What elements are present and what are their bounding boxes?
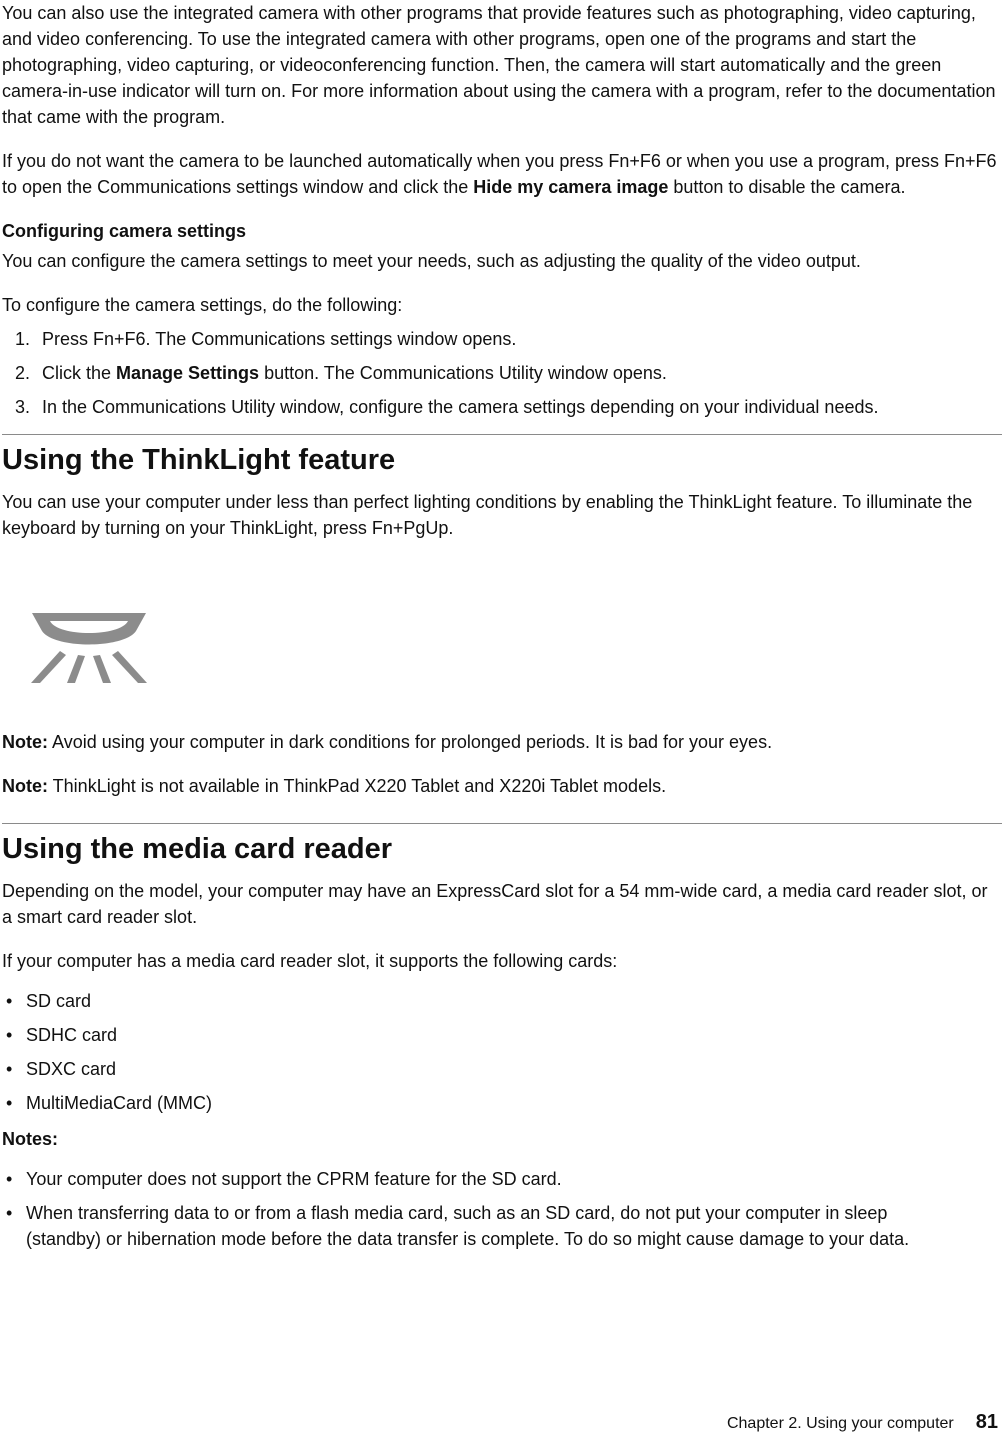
notes-list: [2, 1166, 1002, 1252]
section-divider: [2, 823, 1002, 824]
thinklight-ray: [93, 655, 111, 683]
camera-settings-steps: [2, 326, 1002, 420]
step-item: [2, 326, 1002, 352]
note-text: When transferring data to or from a flash media card, such as an SD card, do not put your computer in sleep (standby) or hibernation mode before the data transfer is complete. To do so might cause damage to your data.: [26, 1203, 910, 1249]
notes-label: Notes:: [2, 1129, 59, 1149]
thinklight-note-1: [2, 729, 1002, 755]
thinklight-heading: Using the ThinkLight feature: [2, 444, 396, 476]
thinklight-icon-area: [2, 559, 1002, 729]
list-item: [2, 1056, 1002, 1082]
media-card-paragraph-1: Depending on the model, your computer may have an ExpressCard slot for a 54 mm-wide card, a media card reader slot, or a smart card reader slot.: [2, 881, 988, 927]
intro-paragraph-2: [2, 148, 1002, 200]
step-text: In the Communications Utility window, configure the camera settings depending on your individual needs.: [42, 397, 879, 417]
note-text: Your computer does not support the CPRM feature for the SD card.: [26, 1169, 562, 1189]
list-item: [2, 1166, 1002, 1192]
camera-settings-paragraph-1: You can configure the camera settings to meet your needs, such as adjusting the quality of the video output.: [2, 251, 861, 271]
thinklight-ray: [31, 651, 66, 683]
page-number: 81: [975, 1411, 998, 1433]
bullet: •: [6, 991, 13, 1011]
thinklight-ray: [112, 651, 147, 683]
chapter-label: Chapter 2. Using your computer: [726, 1415, 954, 1432]
intro-paragraph-1: You can also use the integrated camera with other programs that provide features such as photographing, video capturing, and video conferencing. To use the integrated camera with other programs, open one of the programs and start the photographing, video capturing, or videoconferencing function. Then, the camera will start automatically and the green camera-in-use indicator will turn on. For more information about using the camera with a program, refer to the documentation that came with the program.: [2, 3, 996, 127]
bullet: •: [6, 1059, 13, 1079]
intro-p2-after: button to disable the camera.: [668, 177, 906, 197]
step-item: [2, 360, 1002, 386]
list-item: [2, 1090, 1002, 1116]
bullet: •: [6, 1093, 13, 1113]
thinklight-icon: [28, 611, 150, 685]
card-name: MultiMediaCard (MMC): [26, 1093, 213, 1113]
bullet: •: [6, 1025, 13, 1045]
section-divider: [2, 434, 1002, 435]
note-text: ThinkLight is not available in ThinkPad X220 Tablet and X220i Tablet models.: [48, 776, 667, 796]
media-card-heading: Using the media card reader: [2, 833, 393, 865]
step-item: [2, 394, 1002, 420]
hide-camera-image-term: Hide my camera image: [473, 177, 669, 197]
camera-settings-paragraph-2: To configure the camera settings, do the following:: [2, 295, 403, 315]
thinklight-note-2: [2, 773, 1002, 799]
card-name: SDHC card: [26, 1025, 118, 1045]
page-footer: [727, 1412, 998, 1434]
card-name: SDXC card: [26, 1059, 117, 1079]
step-number: 3.: [14, 397, 30, 417]
step-text-before: Click the: [42, 363, 117, 383]
list-item: [2, 1022, 1002, 1048]
thinklight-paragraph: You can use your computer under less than perfect lighting conditions by enabling the ThinkLight feature. To illuminate the keyboard by turning on your ThinkLight, press Fn+PgUp.: [2, 492, 973, 538]
media-card-paragraph-2: If your computer has a media card reader slot, it supports the following cards:: [2, 951, 618, 971]
bullet: •: [6, 1169, 13, 1189]
thinklight-lamp-shape: [32, 613, 146, 645]
step-number: 1.: [14, 329, 30, 349]
card-name: SD card: [26, 991, 92, 1011]
intro-p2-before: If you do not want the camera to be launched automatically when you press Fn+F6 or when you use a program, press Fn+F6 to open the Communications settings window and click the: [2, 151, 997, 197]
document-page: [2, 0, 1002, 1262]
list-item: [2, 1200, 1002, 1252]
note-label: Note:: [2, 776, 48, 796]
manage-settings-term: Manage Settings: [116, 363, 260, 383]
step-number: 2.: [14, 363, 30, 383]
note-label: Note:: [2, 732, 48, 752]
bullet: •: [6, 1203, 13, 1223]
camera-settings-heading: Configuring camera settings: [2, 221, 247, 241]
note-text: Avoid using your computer in dark conditions for prolonged periods. It is bad for your eyes.: [48, 732, 773, 752]
step-text: [42, 360, 667, 386]
thinklight-ray: [67, 655, 85, 683]
supported-cards-list: [2, 988, 1002, 1116]
step-text: Press Fn+F6. The Communications settings window opens.: [42, 329, 517, 349]
list-item: [2, 988, 1002, 1014]
step-text-after: button. The Communications Utility window opens.: [259, 363, 667, 383]
